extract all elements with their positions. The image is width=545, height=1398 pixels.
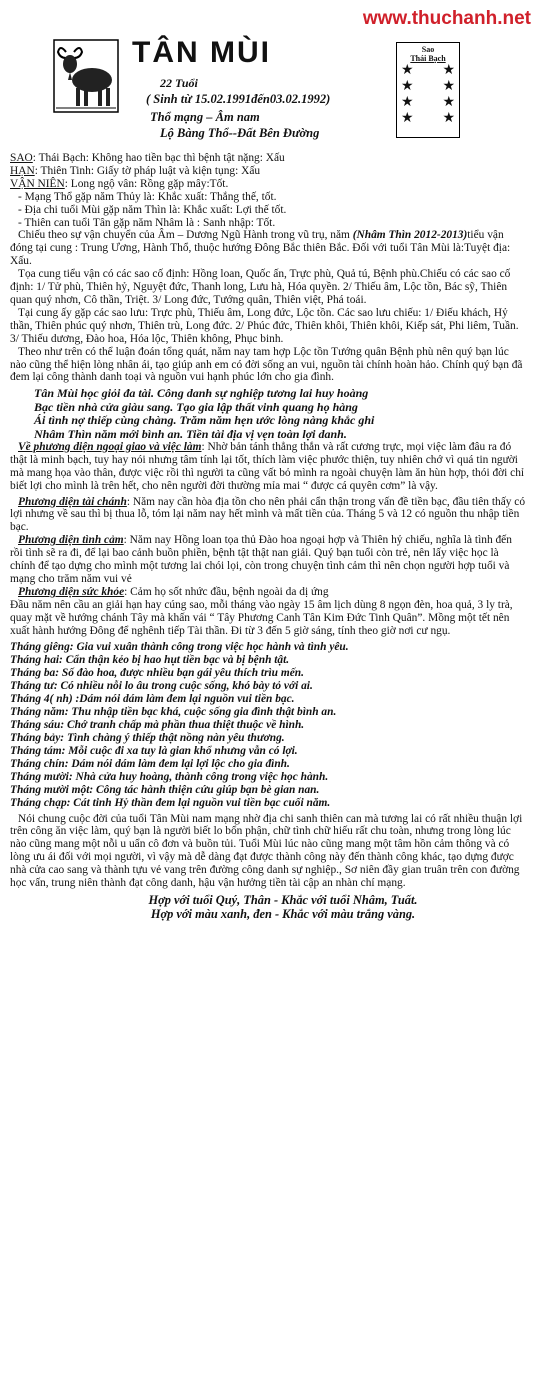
month-line: Tháng tư: Có nhiều nỗi lo âu trong cuộc sống, khó bày tỏ với ai. <box>10 679 313 692</box>
star-icon: ★ <box>401 79 414 94</box>
month-line: Tháng tám: Mỗi cuộc đi xa tuy là gian khổ nhưng vẫn có lợi. <box>10 744 298 757</box>
poem-line: Bạc tiền nhà cửa giàu sang. Tạo gia lập thất vinh quang họ hàng <box>34 399 358 414</box>
menh-detail: Lộ Bàng Thổ--Đất Bên Đường <box>160 126 320 140</box>
paragraph-6: Nói chung cuộc đời của tuổi Tân Mùi nam mạng nhờ địa chi sanh thiên can mà tương lai có rất nhiều thuận lợi trên công ăn việc làm, quý bạn là người biết lo bổn phận, chữ tình chữ hiếu rất chu toàn, nhưng trong lòng lúc nào cũng mang một nỗi u uẩn cô đơn và buồn tủi. Tuổi Mùi lúc nào cũng mang một tâm hồn cảm thông và có lòng ưu ái đối với mọi người, vì vậy mà dễ dàng đạt được thành công này đến thành công khác, tạo dựng được nhà cửa cao sang và thành tựu vẻ vang trên đường công danh sự nghiệp., Sơ niên đầy gian truân trên con đường học vấn, trung niên thành đạt công danh, hậu vận hưởng tiền tài cập an nhàn chí mạng. <box>10 812 523 890</box>
star-icon: ★ <box>442 95 455 110</box>
poem-line: Ái tình nợ thiếp cùng chàng. Trăm năm hẹn ước lòng nàng khắc ghi <box>34 413 375 428</box>
star-icon: ★ <box>442 111 455 126</box>
star-icon: ★ <box>442 63 455 78</box>
birth-range: ( Sinh từ 15.02.1991đến03.02.1992) <box>146 92 331 106</box>
han-line: HẠN: Thiên Tinh: Giấy tờ pháp luật và kiện tụng: Xấu <box>10 164 261 177</box>
paragraph-2: Tọa cung tiểu vận có các sao cố định: Hồng loan, Quốc ấn, Trực phù, Quả tú, Bệnh phù.Chiếu có các sao cố định: 1/ Tử phù, Thiên hỷ, Nguyệt đức, Thanh long, Lưu hà, Hóa quyền. 2/ Thiếu âm, Lộc tồn, Bác sỹ, Thiên quan quý nhơn, Cô thần, Triệt. 3/ Long đức, Tướng quân, Thiên việt, Phá toái. <box>10 268 511 306</box>
month-line: Tháng mười một: Công tác hành thiện cứu giúp bạn bè gian nan. <box>10 783 320 796</box>
age-label: 22 Tuổi <box>160 76 198 90</box>
star-icon: ★ <box>401 95 414 110</box>
tai-chanh-paragraph: Phương diện tài chánh: Năm nay cần hòa địa tồn cho nên phải cẩn thận trong vấn đề tiền bạc, đầu tiên thấy có lợi nhưng về sau thì bị thua lỗ, tóm lại năm nay hết mình và mất tiền của. Tháng 5 và 12 có nguồn thu nhập tiền bạc. <box>10 495 526 534</box>
poem-line: Nhâm Thìn năm mới bình an. Tiền tài địa vị vẹn toàn lợi danh. <box>34 426 347 441</box>
paragraph-3: Tại cung ấy gặp các sao lưu: Trực phù, Thiếu âm, Long đức, Lộc tồn. Các sao lưu chiếu: 1/ Điếu khách, Hỷ thần, Thiên phúc quý nhơn, Thiên trù, Long đức. 2/ Phúc đức, Thiên khôi, Thiên khôi, Kiếp sát, Phi liêm, Tuần. 3/ Thiếu dương, Đào hoa, Hóa lộc, Thiên không, Phục binh. <box>10 306 519 345</box>
month-line: Tháng giêng: Gia vui xuân thành công trong việc học hành và tình yêu. <box>10 640 349 653</box>
van-nien-line: VẬN NIÊN: Long ngộ vân: Rồng gặp mây:Tốt. <box>10 177 229 190</box>
list-item: - Mạng Thổ gặp năm Thủy là: Khắc xuất: Thắng thế, tốt. <box>18 190 277 203</box>
paragraph-4: Theo như trên có thể luận đoán tổng quát, năm nay tam hợp Lộc tồn Tướng quân Bệnh phù nên quý bạn lúc nào cũng thể hiện lòng nhân ái, tạo giúp anh em có đời sống an vui, nguồn tài chính hoàn hảo. Chính quý bạn đã đem lại công thành danh toại và nguồn vui hạnh phúc lớn cho gia đình. <box>10 345 523 384</box>
month-line: Tháng bảy: Tình chàng ý thiếp thật nồng nàn yêu thương. <box>10 731 285 744</box>
star-icon: ★ <box>442 79 455 94</box>
poem-line: Tân Mùi học giỏi đa tài. Công danh sự nghiệp tương lai huy hoàng <box>34 386 369 401</box>
star-icon: ★ <box>401 111 414 126</box>
star-box-name: Thái Bạch <box>410 54 446 63</box>
month-line: Tháng sáu: Chớ tranh chấp mà phần thua thiệt thuộc về hình. <box>10 718 305 731</box>
ngoai-giao-paragraph: Về phương diện ngoại giao và việc làm: Nhờ bản tánh thẳng thắn và rất cương trực, mọi việc làm đâu ra đó thật là minh bạch, tuy hay nói nhưng tâm tính lại tốt, thích làm việc phước thiện, tuy nhiên chớ vì quá tin người mà mang họa vào thân, được việc rồi thì người ta cũng vất bỏ mình ra ngoài chuyện làm ăn hùn hợp, thói đời chỉ biết lợi cho mình là trên hết, cho nên người đời thường mỉa mai “ được cá quyên cơm” là vậy. <box>10 440 525 492</box>
sao-line: SAO: Thái Bạch: Không hao tiền bạc thì bệnh tật nặng: Xấu <box>10 152 285 164</box>
star-box-label: Sao <box>421 45 435 54</box>
tinh-cam-paragraph: Phương diện tình cảm: Năm nay Hồng loan tọa thủ Đào hoa ngoại hợp và Thiên hỷ chiếu, nghĩa là tình đến rồi tình sẽ ra đi, để lại bao cảnh buồn phiền, bệnh tật thật nan giải. Quý bạn tuổi còn trẻ, nên lấy việc học là chính để tạo dựng cho mình một tương lai chói lọi, còn trong chuyện tình cảm thì nên chọn người hợp tuổi và mạng cho trăm năm vui vẻ <box>10 534 512 585</box>
list-item: - Địa chi tuổi Mùi gặp năm Thìn là: Khắc xuất: Lợi thế tốt. <box>18 203 287 216</box>
month-line: Tháng chạp: Cát tinh Hỷ thần đem lại nguồn vui tiền bạc cuối năm. <box>10 796 331 809</box>
list-item: - Thiên can tuổi Tân gặp năm Nhâm là : Sanh nhập: Tốt. <box>18 216 276 229</box>
paragraph-1: Chiếu theo sự vận chuyển của Âm – Dương Ngũ Hành trong vũ trụ, năm (Nhâm Thìn 2012-2013)tiểu vận đóng tại cung : Trung Ương, Hành Thổ, thuộc hướng Đông Bắc thiên Bắc. Đối với tuổi Tân Mùi là:Tuyệt địa: Xấu. <box>10 229 511 268</box>
goat-icon <box>52 38 120 114</box>
month-line: Tháng mười: Nhà cửa huy hoàng, thành công trong việc học hành. <box>10 770 329 783</box>
month-line: Tháng năm: Thu nhập tiền bạc khá, cuộc sống gia đình thật bình an. <box>10 705 337 718</box>
star-box <box>396 42 460 138</box>
month-line: Tháng ba: Số đào hoa, được nhiều bạn gái yêu thích trìu mến. <box>10 666 304 679</box>
article-body <box>10 152 526 921</box>
menh-label: Thổ mạng – Âm nam <box>150 110 260 124</box>
month-line: Tháng chín: Dám nói dám làm đem lại lợi lộc cho gia đình. <box>10 757 290 770</box>
page-title: TÂN MÙI <box>132 36 271 69</box>
compat-age: Hợp với tuổi Quý, Thân - Khắc với tuổi Nhâm, Tuất. <box>148 892 418 907</box>
star-icon: ★ <box>401 63 414 78</box>
month-line: Tháng hai: Cẩn thận kẻo bị hao hụt tiền bạc và bị bệnh tật. <box>10 653 290 666</box>
compat-color: Hợp với màu xanh, đen - Khắc với màu trắng vàng. <box>150 906 416 921</box>
suc-khoe-paragraph: Phương diện sức khỏe: Cảm họ sốt nhức đầu, bệnh ngoài da dị ứng <box>18 585 329 598</box>
site-url[interactable]: www.thuchanh.net <box>362 8 531 29</box>
paragraph-5: Đầu năm nên cầu an giải hạn hay cúng sao, mỗi tháng vào ngày 15 âm lịch dùng 8 ngọn đèn, hoa quả, 3 ly trà, quay mặt về hướng chánh Tây mà khấn vái “ Tây Phương Canh Tân Kim Đức Tinh Quân”. Mồng một tết nên xuất hành hướng Đông để nghênh tiếp Tài thần. Đi từ 3 đến 5 giờ sáng, tính theo giờ nơi cư ngụ. <box>10 598 513 637</box>
month-line: Tháng 4( nh) :Dám nói dám làm đem lại nguồn vui tiền bạc. <box>10 692 295 705</box>
star-grid <box>397 63 459 127</box>
